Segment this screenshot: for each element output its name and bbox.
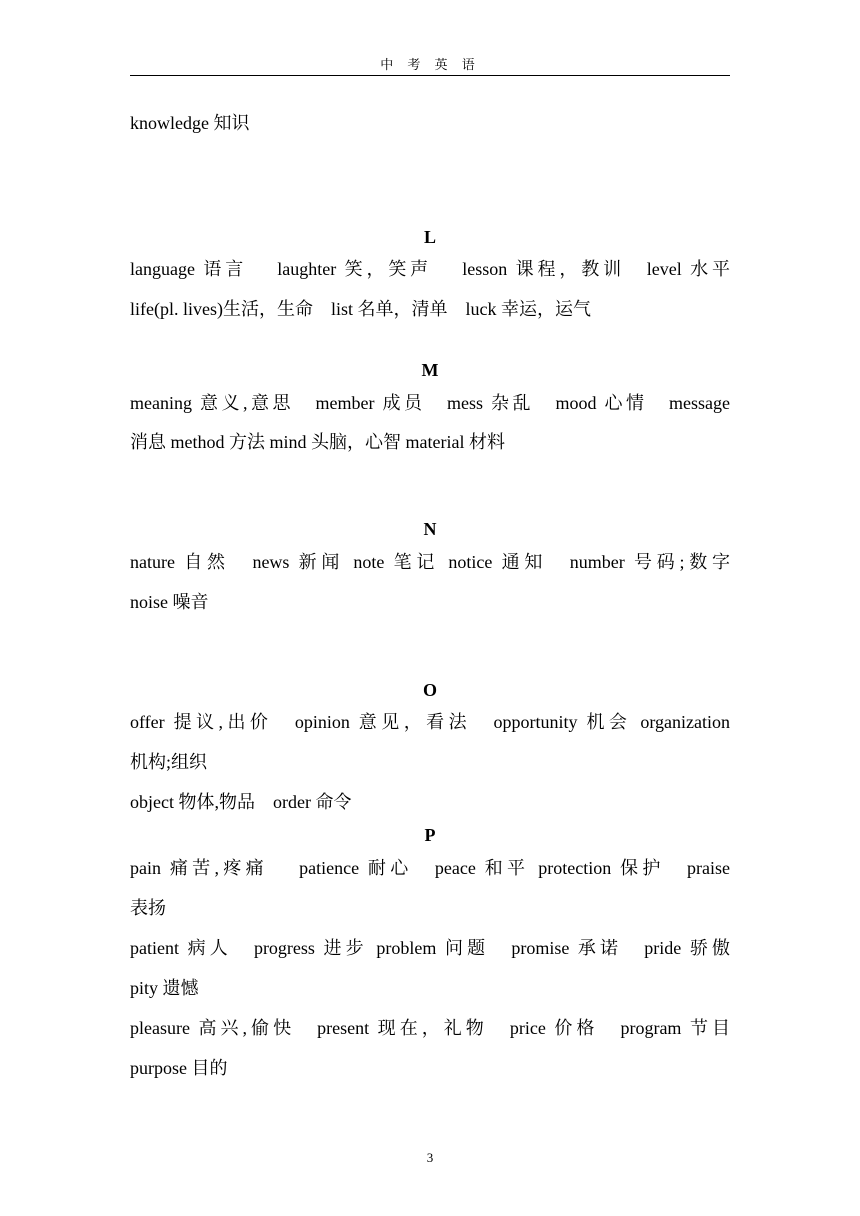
vocab-line: knowledge 知识 — [130, 113, 250, 133]
vocab-line: 表扬 — [130, 898, 166, 918]
vocab-line: 消息 method 方法 mind 头脑，心智 material 材料 — [130, 432, 505, 452]
vocab-line: purpose 目的 — [130, 1058, 228, 1078]
section-heading-p: P — [424, 825, 436, 845]
vocab-line: language 语言 laughter 笑，笑声 lesson 课程，教训 level 水平 — [130, 259, 730, 279]
page-header: 中 考 英 语 — [380, 58, 480, 73]
vocab-line: object 物体,物品 order 命令 — [130, 792, 352, 812]
vocab-line: pleasure 高兴,偷快 present 现在，礼物 price 价格 program 节目 — [130, 1018, 730, 1038]
section-heading-l: L — [423, 227, 436, 247]
vocab-line: pain 痛苦,疼痛 patience 耐心 peace 和平 protection 保护 praise — [130, 858, 730, 878]
vocab-line: 机构;组织 — [130, 752, 208, 772]
vocab-line: meaning 意义,意思 member 成员 mess 杂乱 mood 心情 message — [130, 393, 730, 413]
section-heading-o: O — [422, 680, 437, 700]
vocab-line: life(pl. lives)生活，生命 list 名单，清单 luck 幸运，运气 — [130, 299, 591, 319]
vocab-line: nature 自然 news 新闻 note 笔记 notice 通知 number 号码;数字 — [130, 552, 730, 572]
section-heading-n: N — [423, 519, 437, 539]
vocab-line: patient 病人 progress 进步 problem 问题 promise 承诺 pride 骄傲 — [130, 938, 730, 958]
vocab-line: noise 噪音 — [130, 592, 209, 612]
header-rule — [130, 75, 730, 76]
vocab-line: offer 提议,出价 opinion 意见，看法 opportunity 机会 organization — [130, 712, 730, 732]
section-heading-m: M — [421, 360, 439, 380]
vocab-line: pity 遗憾 — [130, 978, 199, 998]
page-number: 3 — [426, 1150, 434, 1165]
